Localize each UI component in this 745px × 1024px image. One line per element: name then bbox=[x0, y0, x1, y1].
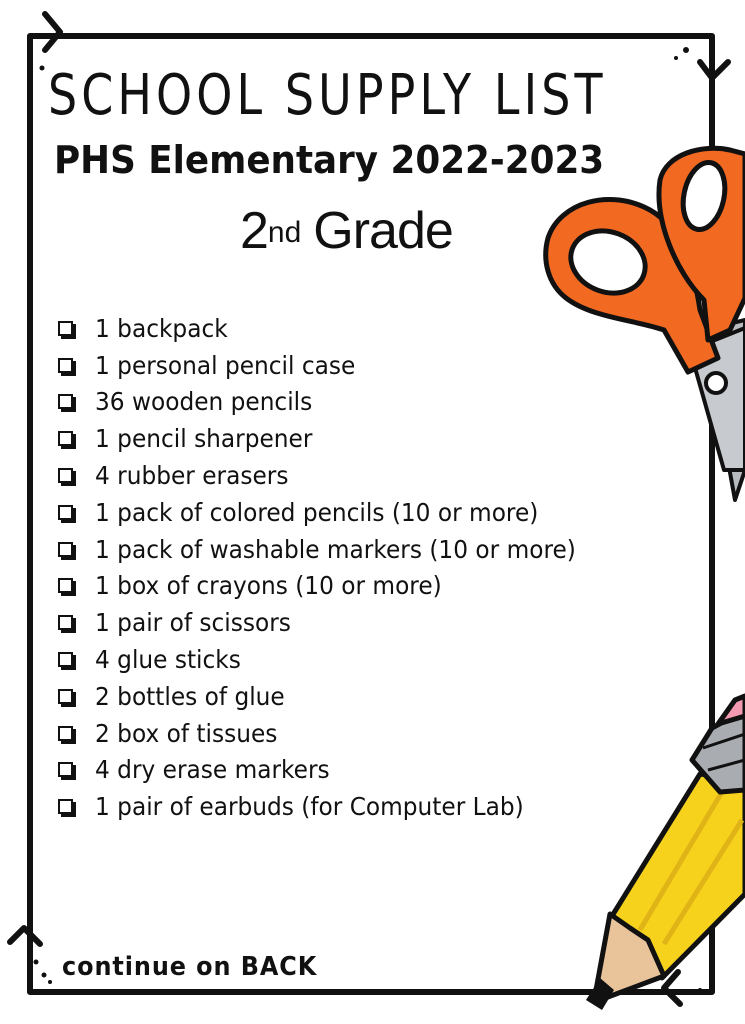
list-item-text: 1 pack of washable markers (10 or more) bbox=[95, 534, 576, 564]
checkbox-icon[interactable] bbox=[58, 505, 73, 520]
list-item-text: 1 backpack bbox=[95, 313, 228, 343]
checkbox-icon[interactable] bbox=[58, 431, 73, 446]
list-item bbox=[58, 420, 658, 457]
list-item bbox=[58, 752, 658, 789]
list-item bbox=[58, 384, 658, 421]
grade-number: 2 bbox=[240, 202, 268, 260]
list-item bbox=[58, 788, 658, 825]
list-item-text: 1 pair of earbuds (for Computer Lab) bbox=[95, 792, 524, 822]
list-item-text: 4 rubber erasers bbox=[95, 461, 289, 491]
list-item-text: 1 pencil sharpener bbox=[95, 424, 313, 454]
checkbox-icon[interactable] bbox=[58, 799, 73, 814]
list-item bbox=[58, 678, 658, 715]
grade-ordinal-suffix: nd bbox=[267, 216, 302, 249]
list-item bbox=[58, 641, 658, 678]
checkbox-icon[interactable] bbox=[58, 394, 73, 409]
list-item bbox=[58, 715, 658, 752]
list-item bbox=[58, 310, 658, 347]
list-item-text: 36 wooden pencils bbox=[95, 387, 313, 417]
checkbox-icon[interactable] bbox=[58, 652, 73, 667]
checkbox-icon[interactable] bbox=[58, 615, 73, 630]
grade-word: Grade bbox=[313, 202, 453, 260]
list-item bbox=[58, 494, 658, 531]
school-year-heading: PHS Elementary 2022-2023 bbox=[54, 138, 605, 182]
checkbox-icon[interactable] bbox=[58, 321, 73, 336]
list-item-text: 1 personal pencil case bbox=[95, 350, 356, 380]
page-title: SCHOOL SUPPLY LIST bbox=[48, 63, 607, 128]
list-item-text: 1 box of crayons (10 or more) bbox=[95, 571, 442, 601]
continue-on-back-note: continue on BACK bbox=[62, 952, 318, 982]
checkbox-icon[interactable] bbox=[58, 726, 73, 741]
list-item-text: 2 bottles of glue bbox=[95, 681, 285, 711]
list-item-text: 1 pack of colored pencils (10 or more) bbox=[95, 497, 539, 527]
list-item-text: 1 pair of scissors bbox=[95, 608, 291, 638]
list-item bbox=[58, 604, 658, 641]
list-item bbox=[58, 347, 658, 384]
list-item-text: 4 glue sticks bbox=[95, 645, 241, 675]
checkbox-icon[interactable] bbox=[58, 358, 73, 373]
list-item-text: 2 box of tissues bbox=[95, 718, 278, 748]
supply-list bbox=[58, 310, 658, 825]
checkbox-icon[interactable] bbox=[58, 689, 73, 704]
grade-heading bbox=[240, 198, 453, 264]
checkbox-icon[interactable] bbox=[58, 578, 73, 593]
checkbox-icon[interactable] bbox=[58, 468, 73, 483]
list-item bbox=[58, 568, 658, 605]
list-item-text: 4 dry erase markers bbox=[95, 755, 330, 785]
checkbox-icon[interactable] bbox=[58, 542, 73, 557]
checkbox-icon[interactable] bbox=[58, 762, 73, 777]
list-item bbox=[58, 531, 658, 568]
list-item bbox=[58, 457, 658, 494]
